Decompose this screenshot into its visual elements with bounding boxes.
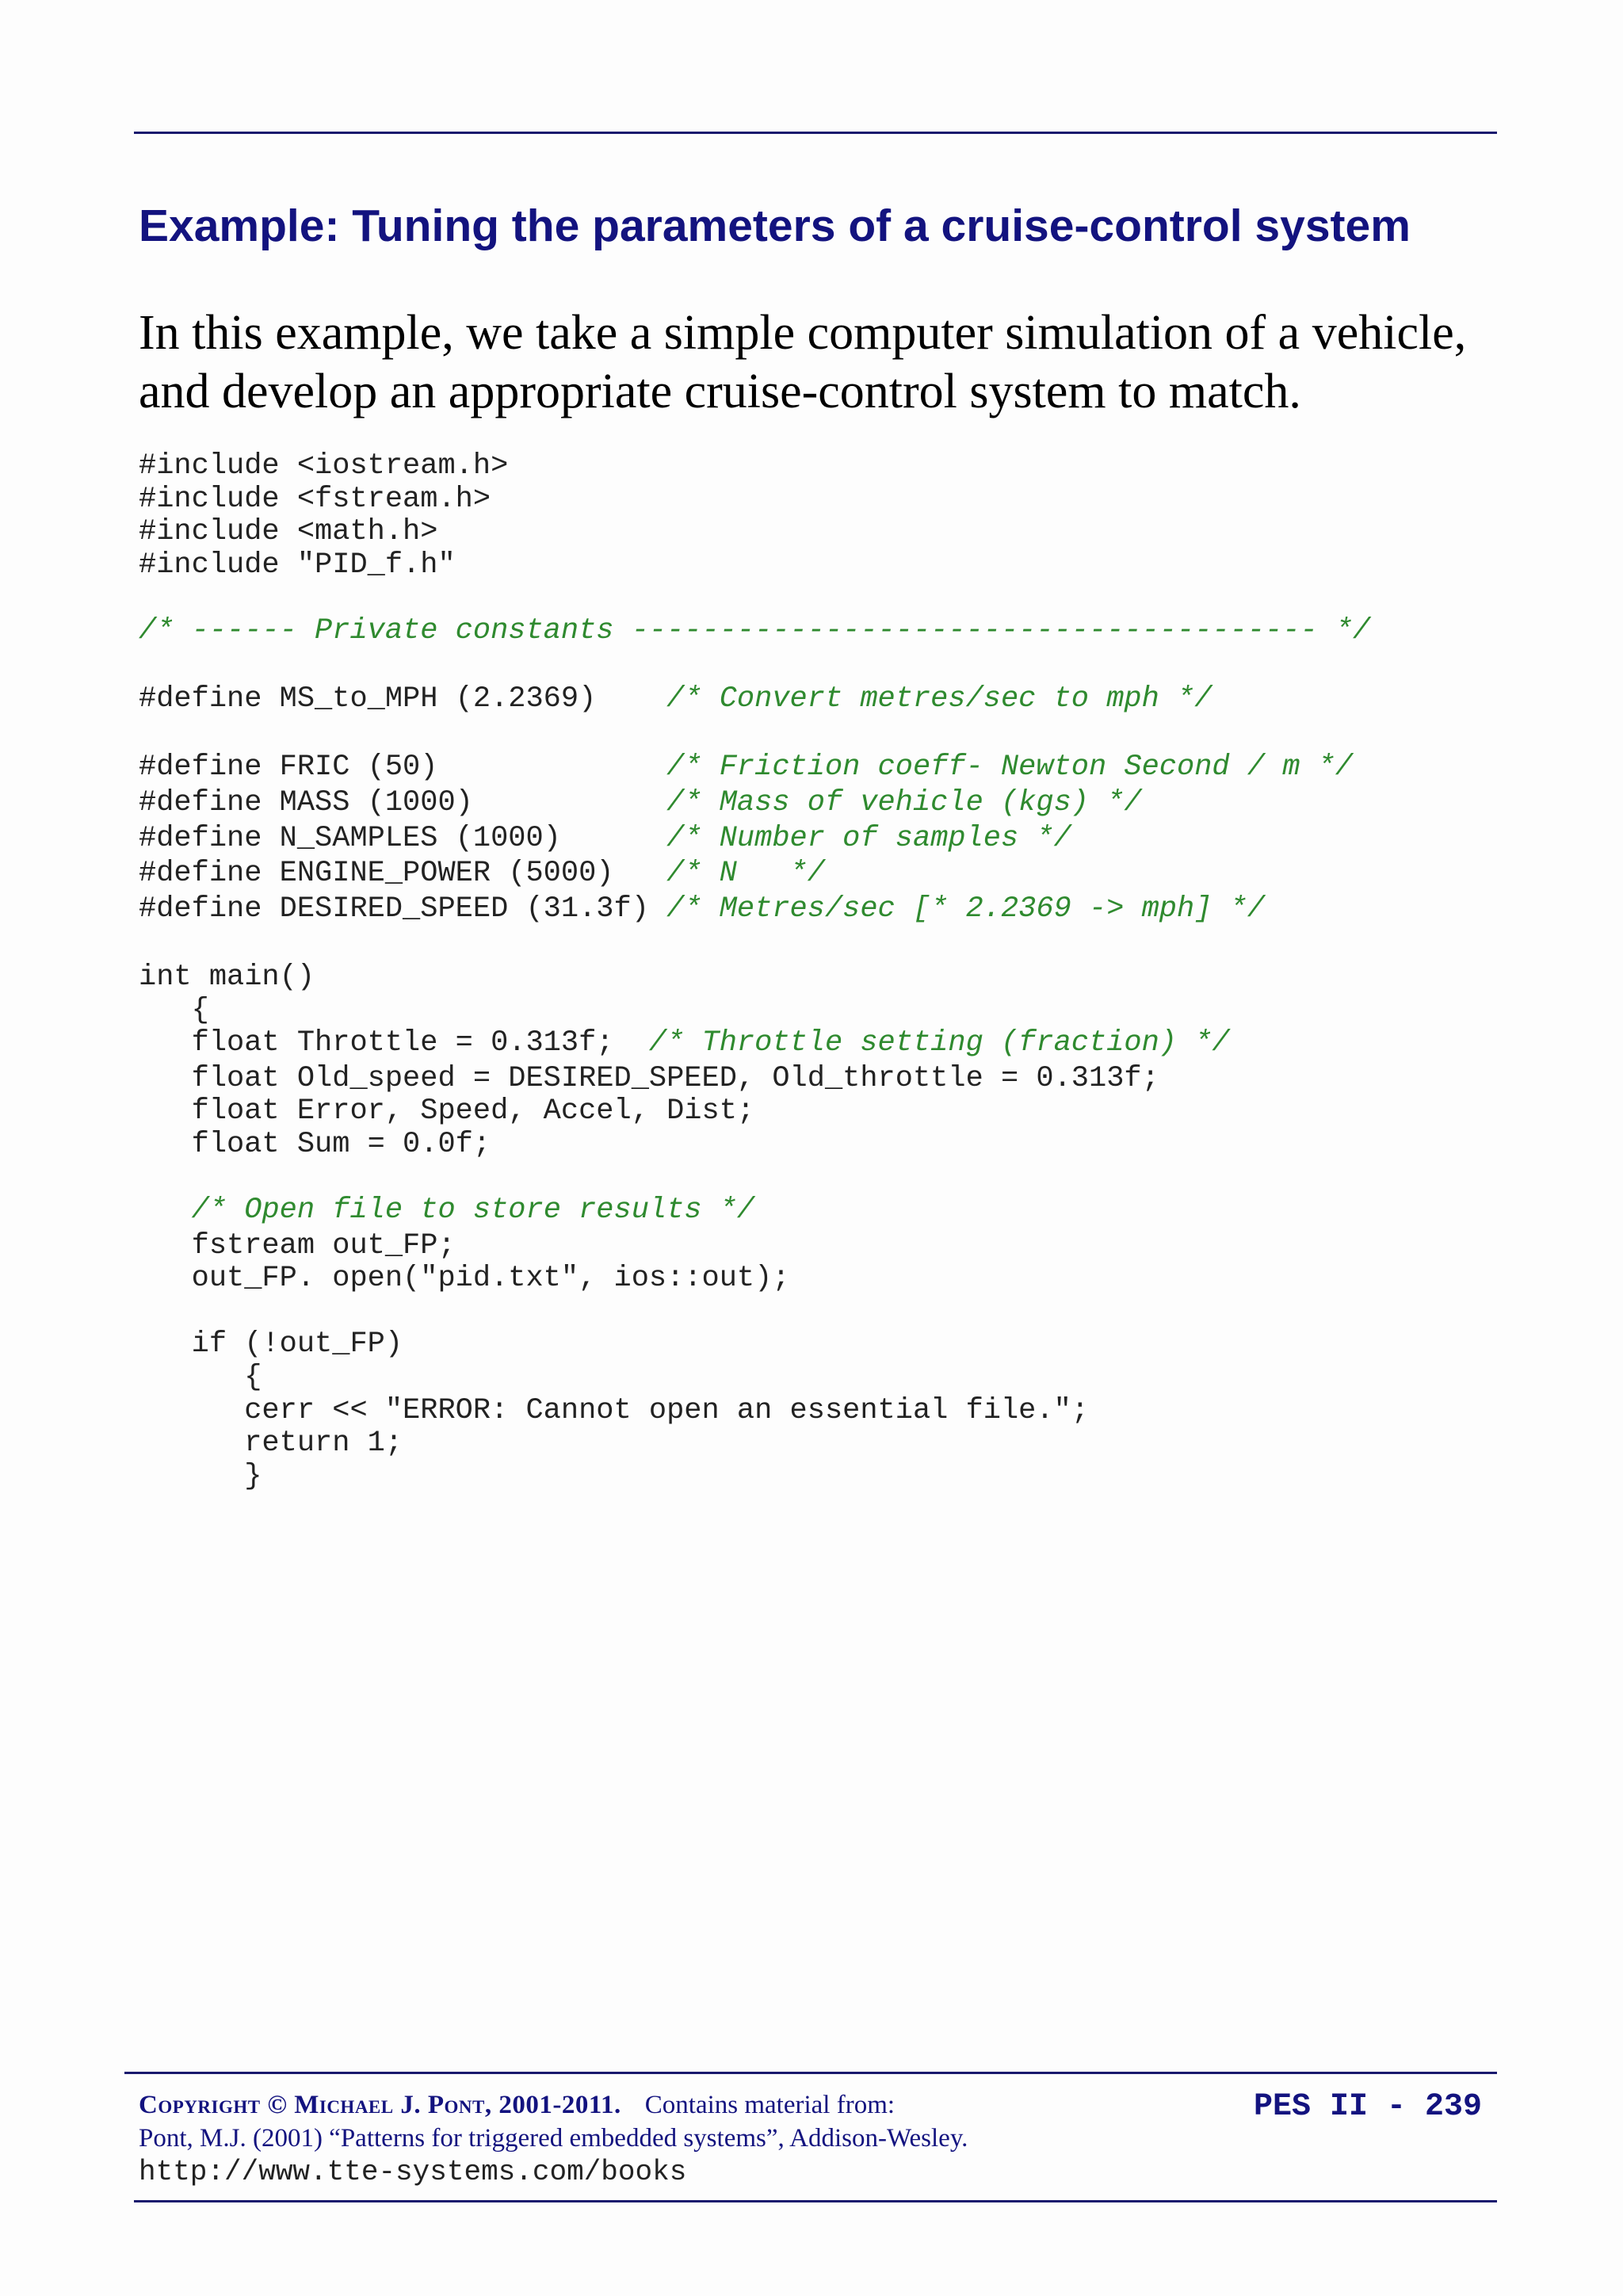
code-text: #define MS_to_MPH (2.2369) (139, 682, 667, 716)
code-text: #include <iostream.h> (139, 449, 509, 483)
citation-text: Pont, M.J. (2001) “Patterns for triggered embedded systems”, Addison-Wesley. (139, 2124, 968, 2153)
code-text (139, 1194, 192, 1227)
code-comment: /* Number of samples */ (666, 821, 1071, 855)
material-note: Contains material from: (644, 2091, 896, 2119)
page-title: Example: Tuning the parameters of a cruise-control system (139, 201, 1411, 251)
code-line (139, 787, 1370, 823)
intro-paragraph: In this example, we take a simple computer simulation of a vehicle, and develop an appropriate cruise-control system to match. (139, 306, 1467, 418)
code-line (139, 1027, 1370, 1063)
code-line (139, 1095, 1370, 1129)
code-line (139, 1362, 1370, 1395)
code-line (139, 683, 1370, 719)
code-comment: /* Friction coeff- Newton Second / m */ (666, 751, 1354, 785)
code-text: #define MASS (1000) (139, 785, 667, 819)
code-text: #define DESIRED_SPEED (31.3f) (139, 892, 667, 926)
code-line (139, 549, 1370, 583)
code-comment: /* N */ (666, 857, 825, 891)
code-line (139, 1427, 1370, 1461)
code-line (139, 1230, 1370, 1263)
code-line (139, 719, 1370, 752)
code-line (139, 751, 1370, 787)
code-comment: /* Metres/sec [* 2.2369 -> mph] */ (666, 892, 1266, 926)
header-rule (134, 132, 1497, 134)
code-line (139, 928, 1370, 961)
code-line (139, 1129, 1370, 1162)
code-line (139, 483, 1370, 517)
code-line (139, 995, 1370, 1028)
code-text: if (!out_FP) (139, 1328, 403, 1362)
code-line (139, 1063, 1370, 1096)
code-line (139, 1461, 1370, 1494)
code-line (139, 582, 1370, 615)
footer-url: http://www.tte-systems.com/books (139, 2156, 687, 2188)
code-text: #include "PID_f.h" (139, 548, 456, 582)
page-number: PES II - 239 (1253, 2089, 1482, 2125)
code-line (139, 1395, 1370, 1428)
footer-bottom-rule (134, 2200, 1497, 2202)
code-line (139, 1328, 1370, 1362)
code-line (139, 1263, 1370, 1296)
code-line (139, 961, 1370, 995)
code-comment: /* Throttle setting (fraction) */ (648, 1026, 1230, 1060)
code-text: #define N_SAMPLES (1000) (139, 821, 667, 855)
code-line (139, 823, 1370, 858)
code-comment: /* Convert metres/sec to mph */ (666, 682, 1212, 716)
code-comment: /* Open file to store results */ (191, 1194, 755, 1228)
code-text: #define FRIC (50) (139, 751, 667, 785)
code-line (139, 450, 1370, 483)
code-text: int main() (139, 960, 315, 994)
code-text: float Error, Speed, Accel, Dist; (139, 1095, 755, 1129)
code-text: out_FP. open("pid.txt", ios::out); (139, 1262, 790, 1296)
code-text: float Throttle = 0.313f; (139, 1026, 649, 1060)
footer-top-rule (124, 2072, 1497, 2074)
code-text: cerr << "ERROR: Cannot open an essential file."; (139, 1393, 1089, 1427)
copyright-notice: Copyright © Michael J. Pont, 2001-2011. (139, 2091, 621, 2119)
code-text: { (139, 993, 209, 1027)
code-text: float Sum = 0.0f; (139, 1127, 491, 1161)
code-line (139, 893, 1370, 929)
code-comment: /* Mass of vehicle (kgs) */ (666, 785, 1142, 819)
code-line (139, 516, 1370, 549)
code-line (139, 1194, 1370, 1230)
code-line (139, 651, 1370, 684)
code-line (139, 858, 1370, 893)
code-text: } (139, 1459, 262, 1493)
footer-credits (139, 2088, 968, 2190)
code-listing (139, 450, 1370, 1493)
code-text: #include <math.h> (139, 515, 438, 549)
code-line (139, 1296, 1370, 1329)
code-text: { (139, 1361, 262, 1395)
code-text: fstream out_FP; (139, 1228, 456, 1263)
code-line (139, 1161, 1370, 1194)
footer-copyright-line (139, 2088, 968, 2122)
code-text: #include <fstream.h> (139, 482, 491, 516)
code-line (139, 615, 1370, 651)
code-text: return 1; (139, 1427, 403, 1461)
code-text: float Old_speed = DESIRED_SPEED, Old_throttle = 0.313f; (139, 1061, 1159, 1095)
code-comment: /* ------ Private constants --------------------------------------- */ (139, 613, 1371, 648)
code-text: #define ENGINE_POWER (5000) (139, 857, 667, 891)
